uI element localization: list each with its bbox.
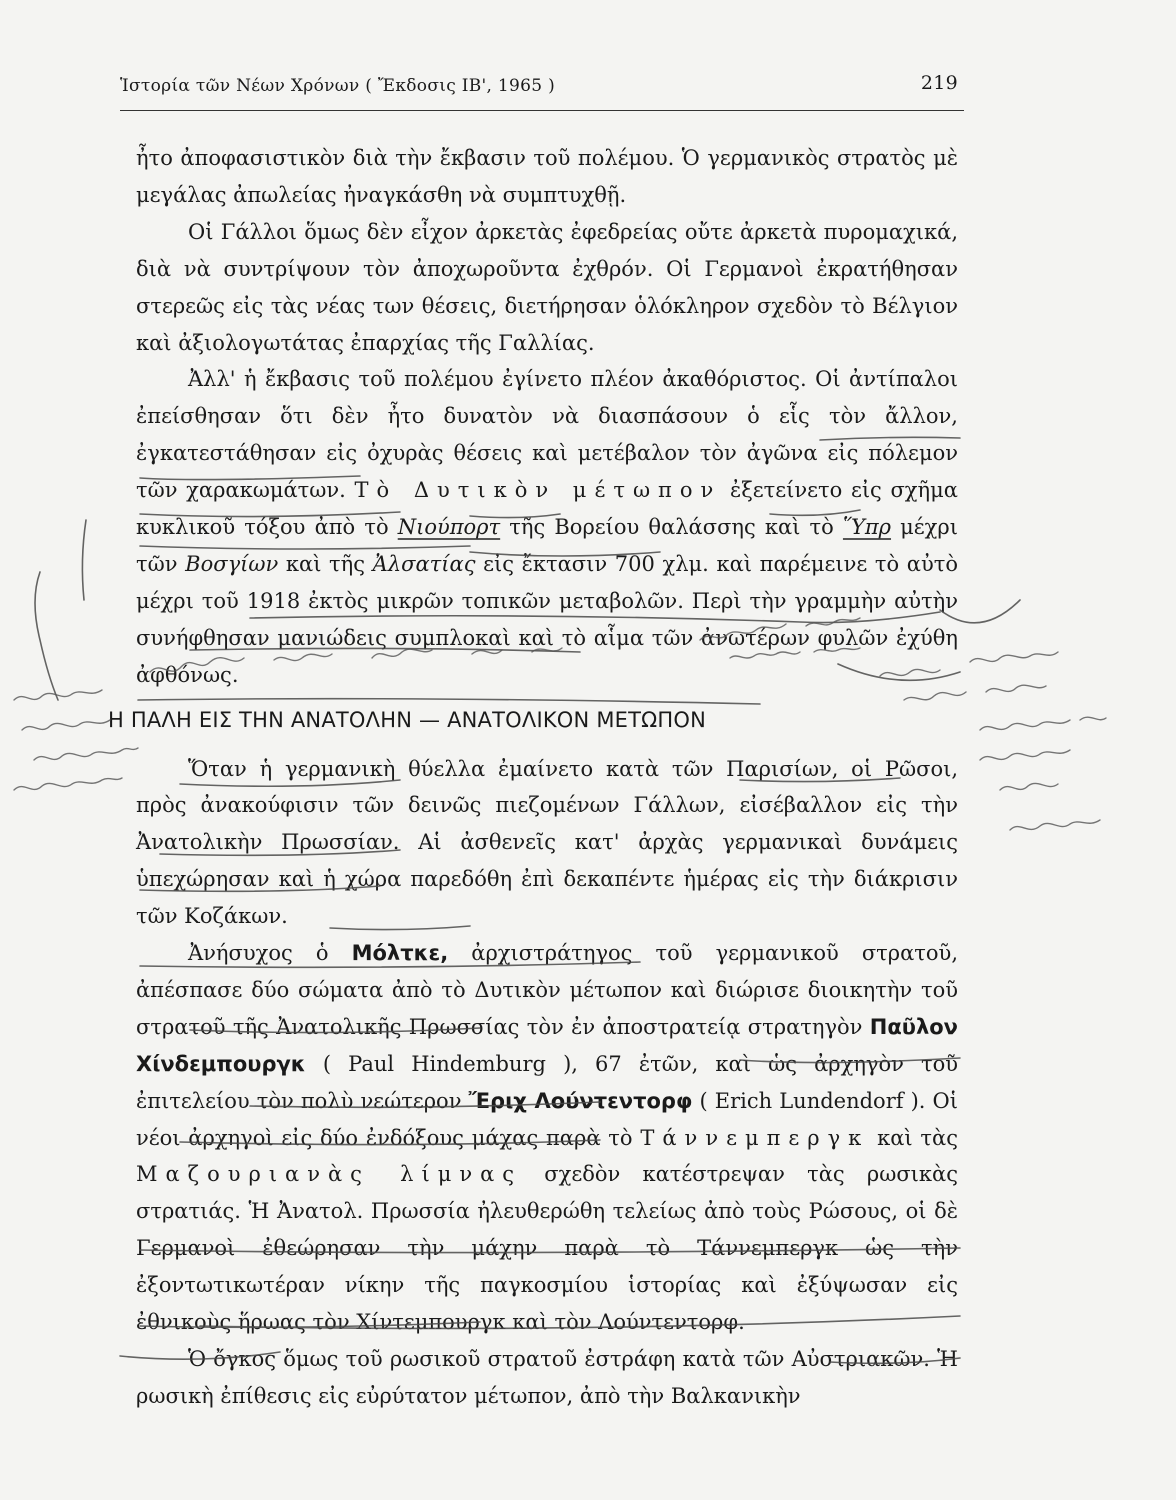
paragraph-5-text-c: ἀρχιστράτηγος τοῦ γερμανικοῦ στρατοῦ, ἀπέσπασε δύο σώματα ἀπὸ τὸ Δυτικὸν μέτωπον καὶ διώρισε διοικητὴν τοῦ στρατοῦ τῆς Ἀνατολικῆς Πρωσσίας τὸν ἐν ἀποστρατείᾳ στρατηγὸν (136, 941, 959, 1039)
term-western-front: Τὸ Δυτικὸν μέτωπον (354, 478, 722, 503)
name-moltke: Μόλτκε, (351, 941, 449, 966)
place-ypres: Ὕπρ (842, 515, 892, 540)
paragraph-1: ἦτο ἀποφασιστικὸν διὰ τὴν ἔκβασιν τοῦ πολέμου. Ὁ γερμανικὸς στρατὸς μὲ μεγάλας ἀπωλείας ἠναγκάσθη νὰ συμπτυχθῇ. (136, 146, 958, 207)
paragraph-3-text-e: τῆς Βορείου θαλάσσης καὶ τὸ (509, 515, 834, 540)
paragraph-6: Ὁ ὄγκος ὅμως τοῦ ρωσικοῦ στρατοῦ ἐστράφη κατὰ τῶν Αὐστριακῶν. Ἡ ρωσικὴ ἐπίθεσις εἰς εὐρύτατον μέτωπον, ἀπὸ τὴν Βαλκανικὴν (136, 1347, 958, 1408)
paragraph-3-text-a: Ἀλλ' ἡ ἔκβασις τοῦ πολέμου ἐγίνετο πλέον ἀκαθόριστος. Οἱ ἀντίπαλοι ἐπείσθησαν ὅτι δὲν ἦτο δυνατὸν νὰ διασπάσουν ὁ εἷς τὸν ἄλλον, ἐγκατεστάθησαν εἰς ὀχυρὰς θέσεις καὶ μετέβαλον τὸν ἀγῶνα εἰς πόλεμον τῶν χαρακωμάτων. (136, 367, 958, 503)
paragraph-3-text-i: καὶ τῆς (285, 551, 366, 576)
name-ludendorff: Ἔριχ Λούντεντορφ (468, 1088, 693, 1113)
paragraph-2: Οἱ Γάλλοι ὅμως δὲν εἶχον ἀρκετὰς ἐφεδρείας οὔτε ἀρκετὰ πυρομαχικά, διὰ νὰ συντρίψουν τὸν ἀποχωροῦντα ἐχθρόν. Οἱ Γερμανοὶ ἐκρατήθησαν στερεῶς εἰς τὰς νέας των θέσεις, διετήρησαν ὁλόκληρον σχεδὸν τὸ Βέλγιον καὶ ἀξιολογωτάτας ἐπαρχίας τῆς Γαλλίας. (136, 219, 958, 355)
paragraph-5-text-g: ( Erich Lundendorf ). Οἱ νέοι ἀρχηγοὶ εἰς δύο ἐνδόξους μάχας παρὰ τὸ (136, 1088, 958, 1150)
paragraph-5-text-a: Ἀνήσυχος ὁ (188, 941, 329, 966)
page-number: 219 (920, 72, 958, 94)
paragraph-4: Ὅταν ἡ γερμανικὴ θύελλα ἐμαίνετο κατὰ τῶν Παρισίων, οἱ Ρῶσοι, πρὸς ἀνακούφισιν τῶν δεινῶς πιεζομένων Γάλλων, εἰσέβαλλον εἰς τὴν Ἀνατολικὴν Πρωσσίαν. Αἱ ἀσθενεῖς κατ' ἀρχὰς γερμανικαὶ δυνάμεις ὑπεχώρησαν καὶ ἡ χώρα παρεδόθη ἐπὶ δεκαπέντε ἡμέρας εἰς τὴν διάκρισιν τῶν Κοζάκων. (136, 756, 958, 929)
paragraph-3-text-g: μέχρι τῶν (136, 515, 958, 576)
paragraph-3-text-c: ἐξετείνετο εἰς σχῆμα κυκλικοῦ τόξου ἀπὸ τὸ (136, 478, 958, 540)
page-body (108, 140, 959, 1415)
paragraph-5-text-e: ( Paul Hindemburg ), 67 ἐτῶν, καὶ ὡς ἀρχηγὸν τοῦ ἐπιτελείου τὸν πολὺ νεώτερον (136, 1051, 958, 1113)
running-header (120, 72, 962, 106)
place-tannenberg: Τάννεμπεργκ (640, 1125, 870, 1150)
paragraph-5-text-i: καὶ τὰς (877, 1125, 958, 1150)
paragraph-5-text-k: σχεδὸν κατέστρεψαν τὰς ρωσικὰς στρατιάς. Ἡ Ἀνατολ. Πρωσσία ἠλευθερώθη τελείως ἀπὸ τοὺς Ρώσους, οἱ δὲ Γερμανοὶ ἐθεώρησαν τὴν μάχην παρὰ τὸ Τάννεμπεργκ ὡς τὴν ἐξοντωτικωτέραν νίκην τῆς παγκοσμίου ἱστορίας καὶ ἐξύψωσαν εἰς ἐθνικοὺς ἥρωας τὸν Χίντεμπουργκ καὶ τὸν Λούντεντορφ. (136, 1162, 958, 1335)
place-nieuport: Νιούπορτ (397, 515, 501, 540)
section-heading: Η ΠΑΛΗ ΕΙΣ ΤΗΝ ΑΝΑΤΟΛΗΝ — ΑΝΑΤΟΛΙΚΟΝ ΜΕΤΩΠΟΝ (108, 707, 707, 732)
paragraph-3 (136, 361, 958, 693)
header-title: Ἱστορία τῶν Νέων Χρόνων ( Ἔκδοσις ΙΒ', 1965 ) (120, 76, 556, 96)
place-vosges: Βοσγίων (185, 551, 279, 576)
paragraph-3-text-k: εἰς ἔκτασιν 700 χλμ. καὶ παρέμεινε τὸ αὐτὸ μέχρι τοῦ 1918 ἐκτὸς μικρῶν τοπικῶν μεταβολῶν. Περὶ τὴν γραμμὴν αὐτὴν συνήφθησαν μανιώδεις συμπλοκαὶ καὶ τὸ αἷμα τῶν ἀνωτέρων φυλῶν ἐχύθη ἀφθόνως. (136, 551, 958, 687)
place-masurian-lakes: Μαζουριανὰς λίμνας (136, 1162, 523, 1187)
header-rule (120, 110, 964, 111)
name-hindenburg: Παῦλον Χίνδεμπουργκ (136, 1014, 958, 1076)
place-alsace: Ἀλσατίας (372, 551, 476, 576)
paragraph-5 (136, 935, 958, 1341)
